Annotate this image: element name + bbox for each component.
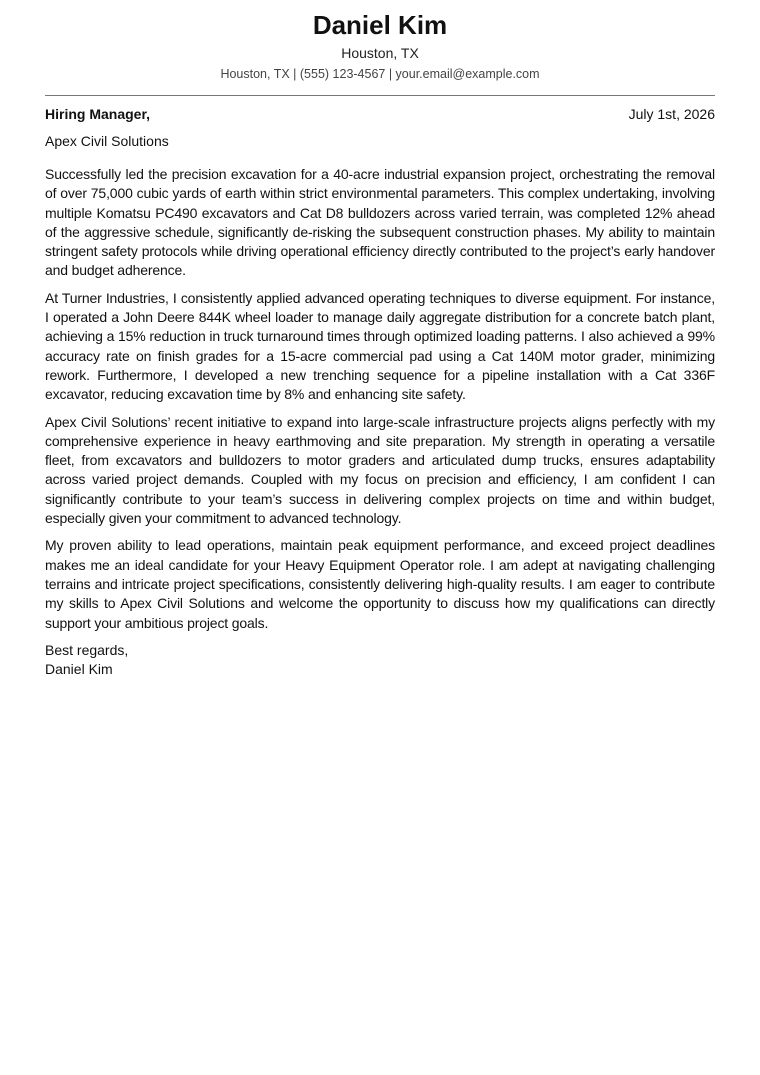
body-paragraph: At Turner Industries, I consistently applied advanced operating techniques to diverse equipment. For instance, I operated a John Deere 844K wheel loader to manage daily aggregate distribution for a concrete batch plant, achieving a 15% reduction in truck turnaround times through optimized loading patterns. I also achieved a 99% accuracy rate on finish grades for a 15-acre commercial pad using a Cat 140M motor grader, minimizing rework. Furthermore, I developed a new trenching sequence for a pipeline installation with a Cat 336F excavator, reducing excavation time by 8% and enhancing site safety.	[45, 289, 715, 403]
header-divider	[45, 95, 715, 96]
applicant-location: Houston, TX	[341, 45, 419, 61]
salutation: Hiring Manager,	[45, 106, 151, 122]
letter-closing	[45, 641, 715, 680]
signature-name: Daniel Kim	[45, 661, 113, 678]
letter-body	[45, 165, 715, 633]
letter-header	[45, 0, 715, 82]
body-paragraph: Successfully led the precision excavation for a 40-acre industrial expansion project, orchestrating the removal of over 75,000 cubic yards of earth within strict environmental parameters. This complex undertaking, involving multiple Komatsu PC490 excavators and Cat D8 bulldozers across varied terrain, was completed 12% ahead of the aggressive schedule, significantly de-risking the subsequent construction phases. My ability to maintain stringent safety protocols while driving operational efficiency directly contributed to the project’s early handover and budget adherence.	[45, 166, 715, 279]
closing-phrase: Best regards,	[45, 641, 129, 658]
applicant-name: Daniel Kim	[312, 10, 448, 40]
body-paragraph: My proven ability to lead operations, maintain peak equipment performance, and exceed project deadlines makes me an ideal candidate for your Heavy Equipment Operator role. I am adept at navigating challenging terrains and intricate project specifications, consistently delivering high-quality results. I am eager to contribute my skills to Apex Civil Solutions and welcome the opportunity to discuss how my qualifications can directly support your ambitious project goals.	[45, 537, 715, 631]
letter-date: July 1st, 2026	[628, 106, 715, 122]
body-paragraph: Apex Civil Solutions’ recent initiative to expand into large-scale infrastructure projects aligns perfectly with my comprehensive experience in heavy earthmoving and site preparation. My strength in operating a versatile fleet, from excavators and bulldozers to motor graders and articulated dump trucks, ensures adaptability across varied project demands. Coupled with my focus on precision and efficiency, I am confident I can significantly contribute to your team’s success in delivering complex projects on time and within budget, especially given your commitment to advanced technology.	[45, 413, 715, 527]
letter-meta-row	[45, 105, 715, 123]
recipient-company: Apex Civil Solutions	[45, 133, 169, 149]
applicant-contact-line: Houston, TX | (555) 123-4567 | your.email@example.com	[220, 67, 540, 81]
